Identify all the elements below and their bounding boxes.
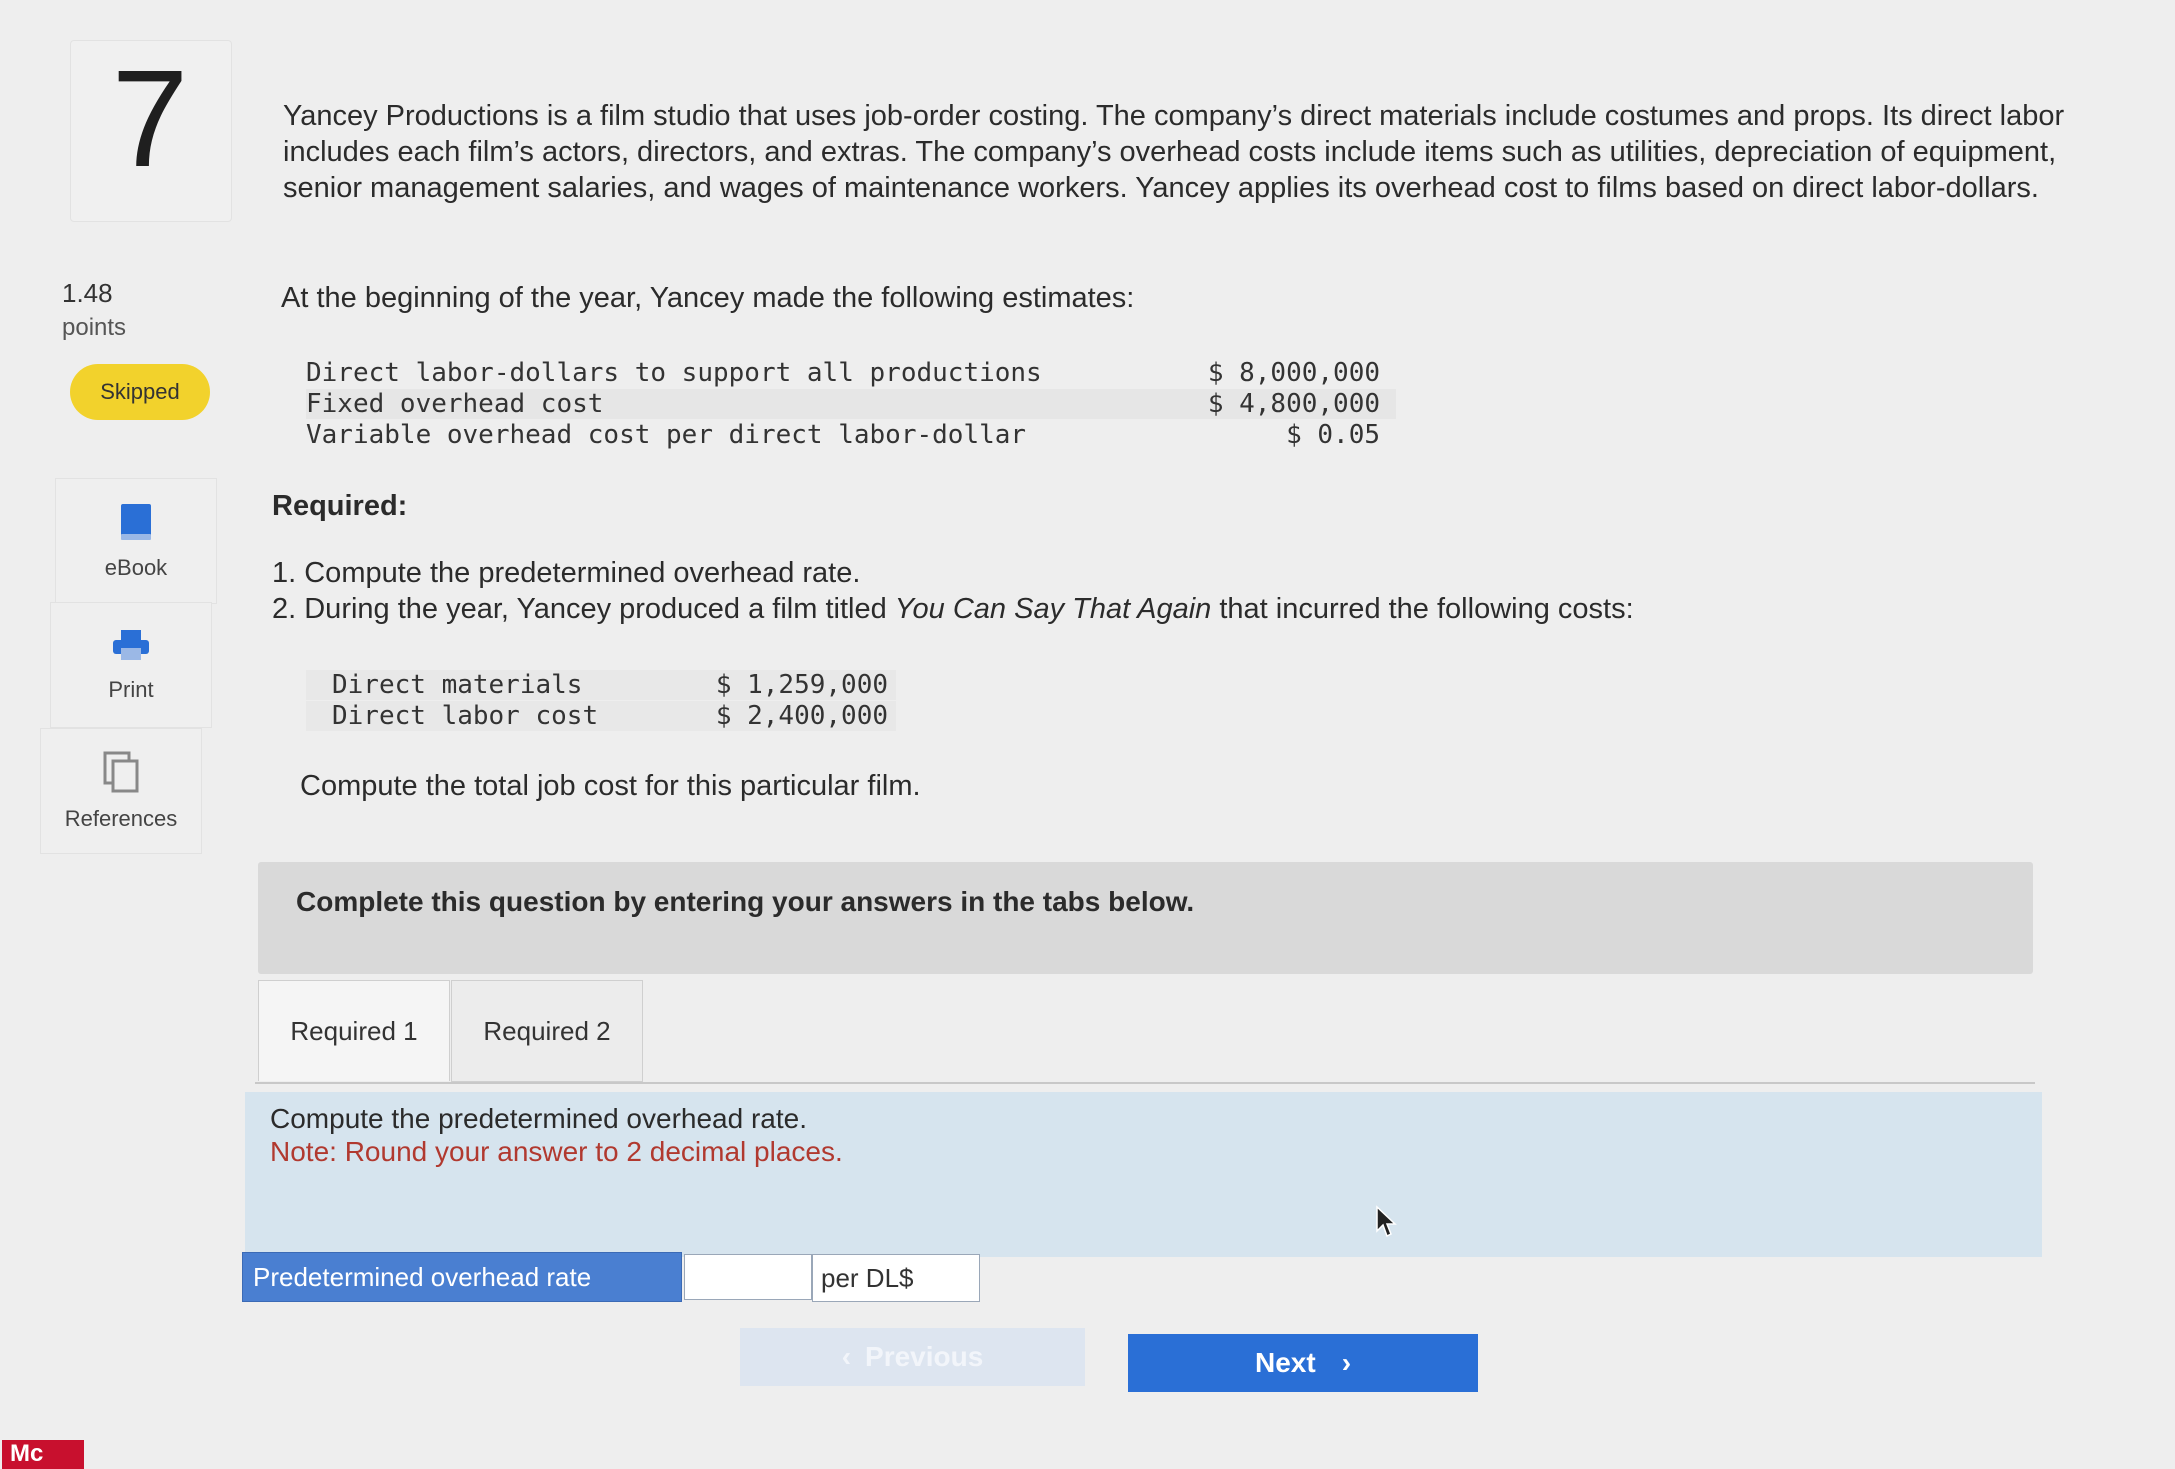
estimate-value: $ 8,000,000 bbox=[1207, 358, 1380, 388]
tab-required-2[interactable]: Required 2 bbox=[451, 980, 643, 1082]
ebook-button[interactable] bbox=[55, 478, 217, 604]
film-cost-value: $ 1,259,000 bbox=[715, 670, 888, 700]
film-cost-row bbox=[306, 670, 896, 700]
previous-label: Previous bbox=[865, 1341, 984, 1372]
mouse-cursor-icon bbox=[1375, 1205, 1397, 1244]
instruction-banner bbox=[258, 862, 2033, 974]
required-item-1: 1. Compute the predetermined overhead rate. bbox=[272, 557, 861, 589]
question-number: 7 bbox=[111, 42, 189, 196]
required-item-2: 2. During the year, Yancey produced a film titled You Can Say That Again that incurred the following costs: bbox=[272, 593, 1634, 625]
brand-logo: Mc bbox=[2, 1440, 84, 1469]
points-value: 1.48 bbox=[62, 278, 113, 308]
tab-required-1[interactable]: Required 1 bbox=[258, 980, 450, 1081]
answer-unit: per DL$ bbox=[812, 1254, 980, 1302]
previous-button[interactable] bbox=[740, 1328, 1085, 1386]
estimate-label: Direct labor-dollars to support all productions bbox=[306, 358, 1042, 388]
compute-total-text: Compute the total job cost for this particular film. bbox=[300, 770, 921, 802]
estimate-row bbox=[306, 389, 1396, 419]
film-cost-label: Direct materials bbox=[332, 670, 583, 700]
references-label: References bbox=[64, 805, 178, 831]
references-button[interactable] bbox=[40, 728, 202, 854]
problem-intro: Yancey Productions is a film studio that uses job-order costing. The company’s direct materials include costumes and props. Its direct labor includes each film’s actors, directors, and extras. The company’s overhead costs include items such as utilities, depreciation of equipment, senior management salaries, and wages of maintenance workers. Yancey applies its overhead cost to films based on direct labor-dollars. bbox=[283, 100, 2065, 204]
tab-divider bbox=[255, 1082, 2035, 1084]
estimates-intro: At the beginning of the year, Yancey made the following estimates: bbox=[281, 282, 1135, 314]
points-label: points bbox=[62, 314, 127, 341]
film-cost-row bbox=[306, 701, 896, 731]
estimate-value: $ 4,800,000 bbox=[1207, 389, 1380, 419]
estimate-row bbox=[306, 420, 1396, 450]
estimate-value: $ 0.05 bbox=[1286, 420, 1380, 450]
required-list bbox=[272, 555, 1634, 627]
next-button[interactable] bbox=[1128, 1334, 1478, 1392]
references-icon bbox=[103, 751, 139, 798]
panel-instruction: Compute the predetermined overhead rate. bbox=[270, 1103, 807, 1134]
estimate-label: Fixed overhead cost bbox=[306, 389, 604, 419]
next-label: Next bbox=[1254, 1347, 1316, 1378]
film-cost-label: Direct labor cost bbox=[332, 701, 599, 731]
print-button[interactable] bbox=[50, 602, 212, 728]
film-cost-value: $ 2,400,000 bbox=[715, 701, 888, 731]
status-badge: Skipped bbox=[70, 364, 210, 420]
chevron-left-icon: ‹ bbox=[841, 1341, 852, 1372]
answer-label: Predetermined overhead rate bbox=[242, 1252, 682, 1302]
required-heading: Required: bbox=[272, 490, 408, 522]
instruction-banner-text: Complete this question by entering your answers in the tabs below. bbox=[296, 886, 1195, 917]
film-title: You Can Say That Again bbox=[894, 593, 1212, 625]
estimate-row bbox=[306, 358, 1396, 388]
book-icon bbox=[118, 502, 154, 547]
panel-note: Note: Round your answer to 2 decimal places. bbox=[270, 1136, 843, 1167]
printer-icon bbox=[111, 628, 151, 669]
estimate-label: Variable overhead cost per direct labor-dollar bbox=[306, 420, 1027, 450]
overhead-rate-input[interactable] bbox=[684, 1254, 812, 1300]
print-label: Print bbox=[108, 676, 154, 702]
ebook-label: eBook bbox=[104, 554, 168, 580]
chevron-right-icon: › bbox=[1341, 1347, 1352, 1378]
